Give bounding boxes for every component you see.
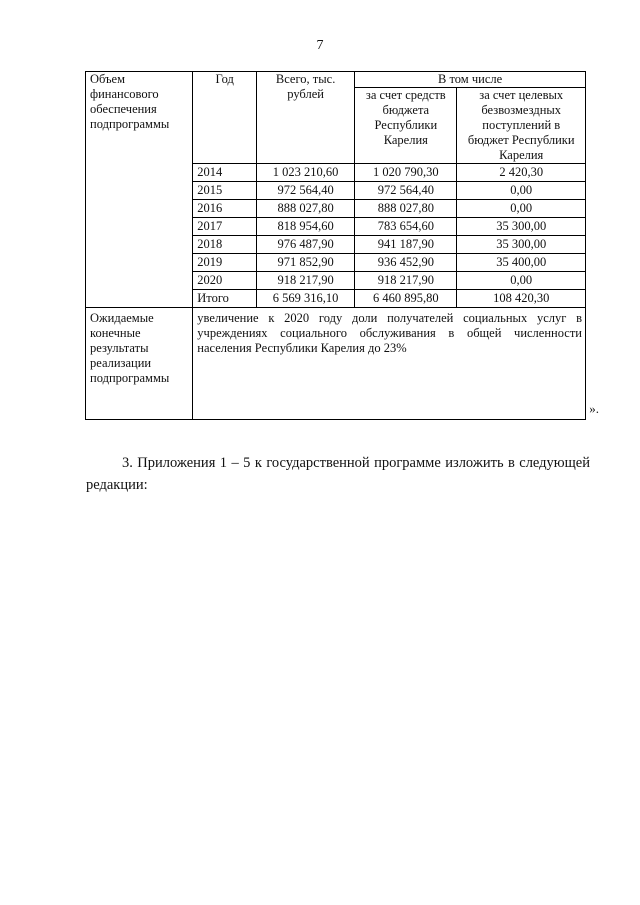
- target-cell: 35 300,00: [457, 236, 586, 254]
- budget-cell: 972 564,40: [355, 182, 457, 200]
- budget-cell: 936 452,90: [355, 254, 457, 272]
- table-header-row: [86, 72, 586, 88]
- body-paragraph: 3. Приложения 1 – 5 к государственной программе изложить в следующей редакции:: [86, 455, 590, 493]
- target-cell: 0,00: [457, 200, 586, 218]
- year-cell: 2020: [193, 272, 257, 290]
- budget-cell: 783 654,60: [355, 218, 457, 236]
- total-cell: 818 954,60: [257, 218, 355, 236]
- total-cell: 6 569 316,10: [257, 290, 355, 308]
- target-cell: 0,00: [457, 272, 586, 290]
- col-total-header: Всего, тыс. рублей: [257, 72, 355, 164]
- target-cell: 0,00: [457, 182, 586, 200]
- total-cell: 976 487,90: [257, 236, 355, 254]
- target-cell: 35 400,00: [457, 254, 586, 272]
- page-number: 7: [316, 38, 324, 53]
- year-cell: 2019: [193, 254, 257, 272]
- budget-cell: 888 027,80: [355, 200, 457, 218]
- total-cell: 971 852,90: [257, 254, 355, 272]
- year-cell: 2015: [193, 182, 257, 200]
- col-budget-header: за счет средств бюджета Республики Карелия: [355, 88, 457, 164]
- closing-quote: ».: [589, 401, 599, 416]
- total-cell: 972 564,40: [257, 182, 355, 200]
- results-text: увеличение к 2020 году доли получателей социальных услуг в учреждениях социального обслуживания в общей численности населения Республики Карелия до 23%: [197, 311, 582, 355]
- financing-label: Объем финансового обеспечения подпрограммы: [86, 72, 193, 308]
- year-cell: Итого: [193, 290, 257, 308]
- results-text-cell: [193, 308, 599, 420]
- budget-cell: 941 187,90: [355, 236, 457, 254]
- results-label: Ожидаемые конечные результаты реализации подпрограммы: [86, 308, 193, 420]
- target-cell: 108 420,30: [457, 290, 586, 308]
- budget-cell: 918 217,90: [355, 272, 457, 290]
- total-cell: 918 217,90: [257, 272, 355, 290]
- total-cell: 888 027,80: [257, 200, 355, 218]
- year-cell: 2017: [193, 218, 257, 236]
- budget-cell: 1 020 790,30: [355, 164, 457, 182]
- col-including-header: В том числе: [355, 72, 586, 88]
- year-cell: 2016: [193, 200, 257, 218]
- year-cell: 2018: [193, 236, 257, 254]
- results-row: [86, 308, 586, 420]
- financing-table: [85, 71, 599, 420]
- year-cell: 2014: [193, 164, 257, 182]
- budget-cell: 6 460 895,80: [355, 290, 457, 308]
- col-year-header: Год: [193, 72, 257, 164]
- col-target-header: за счет целевых безвозмездных поступлений в бюджет Республики Карелия: [457, 88, 586, 164]
- total-cell: 1 023 210,60: [257, 164, 355, 182]
- target-cell: 2 420,30: [457, 164, 586, 182]
- target-cell: 35 300,00: [457, 218, 586, 236]
